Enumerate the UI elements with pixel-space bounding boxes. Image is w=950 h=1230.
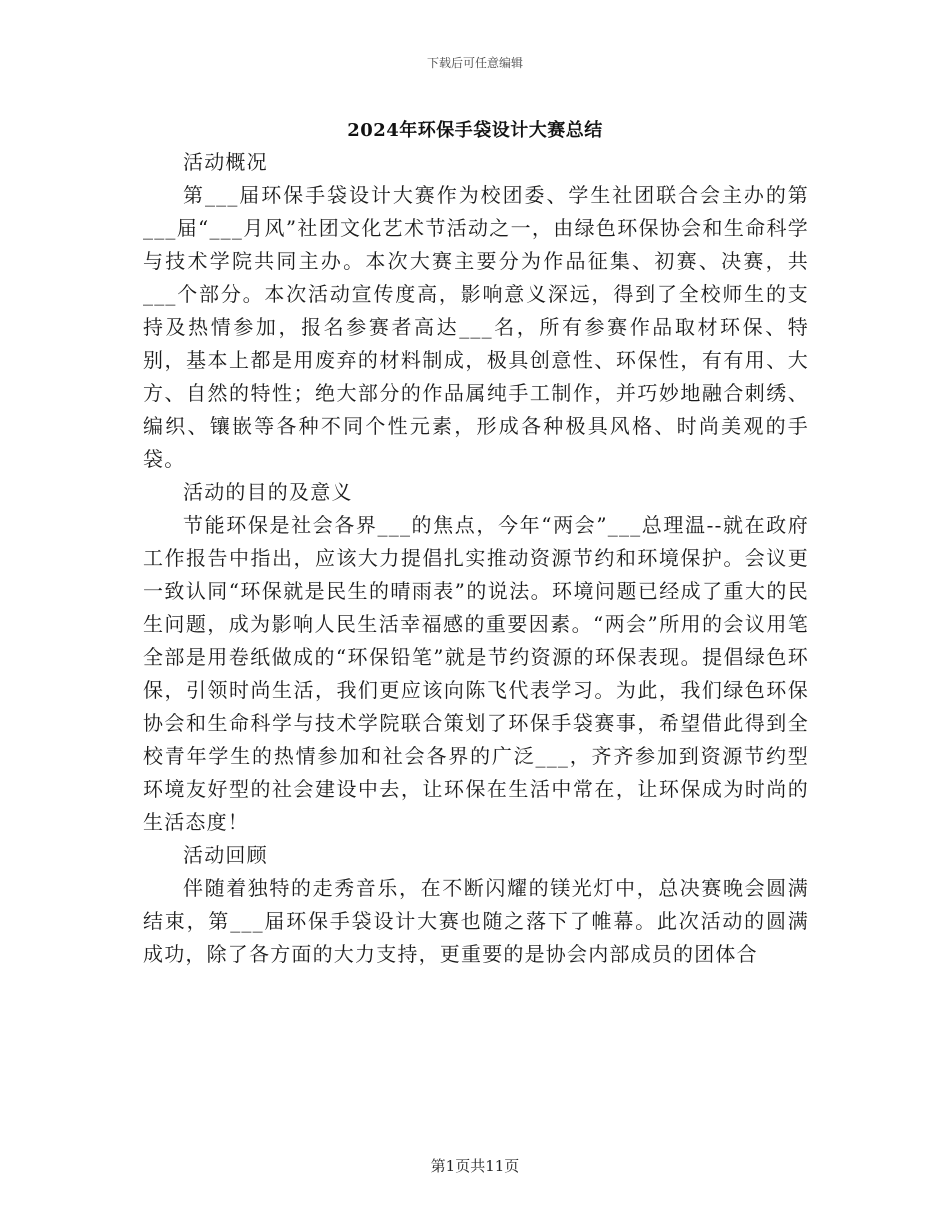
document-title: 2024年环保手袋设计大赛总结 (347, 120, 603, 141)
paragraph-review: 伴随着独特的走秀音乐，在不断闪耀的镁光灯中，总决赛晚会圆满结束，第___届环保手袋设计大赛也随之落下了帷幕。此次活动的圆满成功，除了各方面的大力支持，更重要的是协会内部成员的团体合 (143, 876, 809, 966)
document-body (143, 146, 809, 971)
section-heading-purpose: 活动的目的及意义 (183, 480, 353, 504)
page-number: 第1页共11页 (430, 1157, 520, 1175)
paragraph-overview: 第___届环保手袋设计大赛作为校团委、学生社团联合会主办的第___届“___月风”社团文化艺术节活动之一，由绿色环保协会和生命科学与技术学院共同主办。本次大赛主要分为作品征集、初赛、决赛，共___个部分。本次活动宣传度高，影响意义深远，得到了全校师生的支持及热情参加，报名参赛者高达___名，所有参赛作品取材环保、特别，基本上都是用废弃的材料制成，极具创意性、环保性，有有用、大方、自然的特性；绝大部分的作品属纯手工制作，并巧妙地融合刺绣、编织、镶嵌等各种不同个性元素，形成各种极具风格、时尚美观的手袋。 (143, 183, 809, 471)
section-heading-review: 活动回顾 (183, 843, 268, 867)
header-note: 下载后可任意编辑 (426, 56, 523, 70)
paragraph-purpose: 节能环保是社会各界___的焦点，今年“两会”___总理温--就在政府工作报告中指出，应该大力提倡扎实推动资源节约和环境保护。会议更一致认同“环保就是民生的晴雨表”的说法。环境问题已经成了重大的民生问题，成为影响人民生活幸福感的重要因素。“两会”所用的会议用笔全部是用卷纸做成的“环保铅笔”就是节约资源的环保表现。提倡绿色环保，引领时尚生活，我们更应该向陈飞代表学习。为此，我们绿色环保协会和生命科学与技术学院联合策划了环保手袋赛事，希望借此得到全校青年学生的热情参加和社会各界的广泛___，齐齐参加到资源节约型环境友好型的社会建设中去，让环保在生活中常在，让环保成为时尚的生活态度！ (143, 513, 809, 834)
section-heading-overview: 活动概况 (183, 150, 268, 174)
